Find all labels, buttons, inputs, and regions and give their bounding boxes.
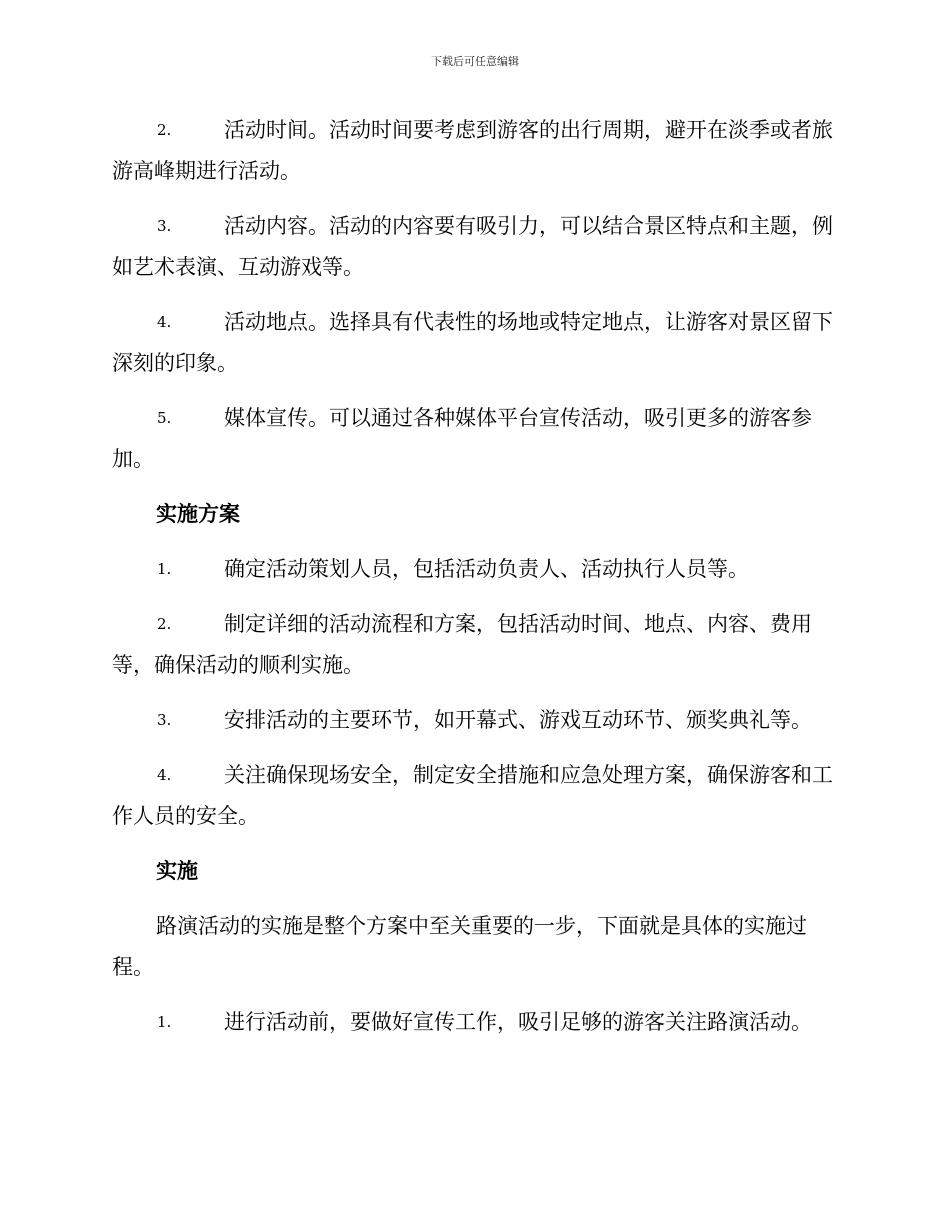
paragraph: 路演活动的实施是整个方案中至关重要的一步，下面就是具体的实施过程。 — [112, 914, 807, 979]
list-text: 活动内容。活动的内容要有吸引力，可以结合景区特点和主题，例如艺术表演、互动游戏等。 — [112, 214, 833, 279]
list-item — [112, 206, 834, 288]
list-number: 3. — [157, 711, 172, 729]
list-item — [112, 549, 834, 590]
page-header: 下载后可任意编辑 — [431, 55, 519, 68]
list-number: 4. — [157, 766, 172, 784]
list-number: 3. — [157, 217, 172, 235]
list-number: 1. — [157, 1013, 172, 1031]
list-text: 进行活动前，要做好宣传工作，吸引足够的游客关注路演活动。 — [224, 1010, 812, 1034]
list-text: 媒体宣传。可以通过各种媒体平台宣传活动，吸引更多的游客参加。 — [112, 406, 812, 471]
list-item — [112, 110, 834, 192]
list-item — [112, 755, 834, 837]
list-text: 安排活动的主要环节，如开幕式、游戏互动环节、颁奖典礼等。 — [224, 708, 812, 732]
list-number: 4. — [157, 313, 172, 331]
list-item — [112, 1002, 834, 1043]
section-heading: 实施方案 — [156, 502, 240, 526]
list-number: 1. — [157, 560, 172, 578]
list-item — [112, 398, 834, 480]
list-text: 关注确保现场安全，制定安全措施和应急处理方案，确保游客和工作人员的安全。 — [112, 763, 833, 828]
list-item — [112, 302, 834, 384]
list-number: 2. — [157, 615, 172, 633]
list-text: 确定活动策划人员，包括活动负责人、活动执行人员等。 — [224, 557, 749, 581]
list-text: 活动地点。选择具有代表性的场地或特定地点，让游客对景区留下深刻的印象。 — [112, 310, 833, 375]
list-number: 2. — [157, 121, 172, 139]
list-number: 5. — [157, 409, 172, 427]
list-text: 活动时间。活动时间要考虑到游客的出行周期，避开在淡季或者旅游高峰期进行活动。 — [112, 118, 833, 183]
list-text: 制定详细的活动流程和方案，包括活动时间、地点、内容、费用等，确保活动的顺利实施。 — [112, 612, 812, 677]
document-body — [112, 110, 834, 1057]
list-item — [112, 604, 834, 686]
section-heading: 实施 — [156, 859, 198, 883]
list-item — [112, 700, 834, 741]
